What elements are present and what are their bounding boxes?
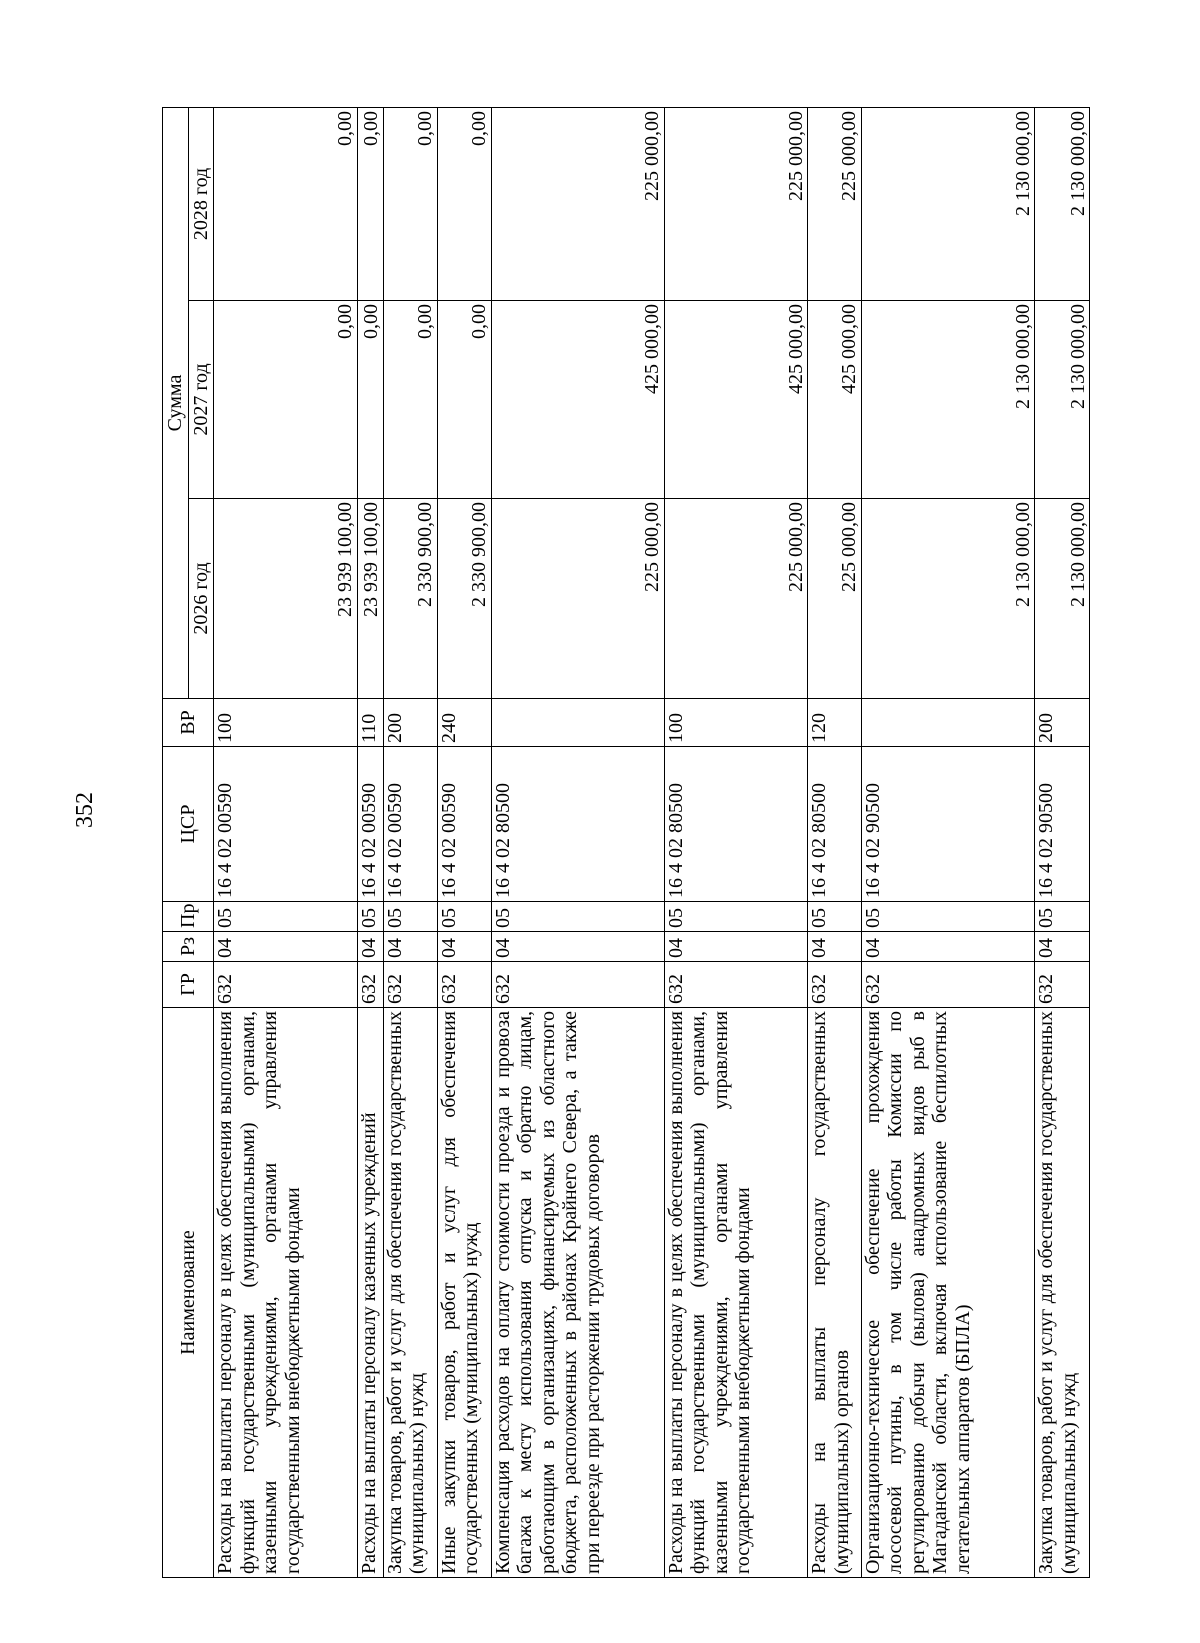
row-sum-2026: 225 000,00 xyxy=(491,499,664,699)
row-sum-2026: 2 130 000,00 xyxy=(861,499,1034,699)
row-rz: 04 xyxy=(808,932,862,962)
header-year-2026: 2026 год xyxy=(188,499,214,699)
row-sum-2027: 0,00 xyxy=(383,301,437,499)
row-sum-2028: 2 130 000,00 xyxy=(861,107,1034,300)
row-sum-2027: 425 000,00 xyxy=(808,301,862,499)
table-row xyxy=(1035,107,1090,1577)
table-row xyxy=(664,107,808,1577)
row-gr: 632 xyxy=(491,962,664,1008)
row-rz: 04 xyxy=(357,932,383,962)
header-year-2027: 2027 год xyxy=(188,301,214,499)
row-sum-2027: 0,00 xyxy=(357,301,383,499)
row-sum-2026: 23 939 100,00 xyxy=(214,499,358,699)
row-pr: 05 xyxy=(491,902,664,932)
row-rz: 04 xyxy=(491,932,664,962)
row-sum-2028: 2 130 000,00 xyxy=(1035,107,1090,300)
row-gr: 632 xyxy=(664,962,808,1008)
header-sum: Сумма xyxy=(163,107,189,698)
table-row xyxy=(437,107,491,1577)
table-row xyxy=(214,107,358,1577)
row-pr: 05 xyxy=(664,902,808,932)
row-gr: 632 xyxy=(383,962,437,1008)
row-pr: 05 xyxy=(357,902,383,932)
row-sum-2027: 0,00 xyxy=(214,301,358,499)
row-sum-2026: 225 000,00 xyxy=(808,499,862,699)
table-row xyxy=(861,107,1034,1577)
row-vr: 120 xyxy=(808,699,862,747)
table-row xyxy=(491,107,664,1577)
row-csr: 16 4 02 80500 xyxy=(808,747,862,902)
row-rz: 04 xyxy=(861,932,1034,962)
row-sum-2028: 225 000,00 xyxy=(491,107,664,300)
row-pr: 05 xyxy=(437,902,491,932)
row-csr: 16 4 02 00590 xyxy=(437,747,491,902)
header-gr: ГР xyxy=(163,962,214,1008)
row-vr xyxy=(491,699,664,747)
row-sum-2026: 2 130 000,00 xyxy=(1035,499,1090,699)
row-vr: 110 xyxy=(357,699,383,747)
table-row xyxy=(383,107,437,1577)
row-sum-2027: 2 130 000,00 xyxy=(861,301,1034,499)
header-name: Наименование xyxy=(163,1008,214,1578)
row-sum-2027: 0,00 xyxy=(437,301,491,499)
table-row xyxy=(808,107,862,1577)
row-sum-2027: 425 000,00 xyxy=(664,301,808,499)
row-name: Расходы на выплаты персоналу государственных (муниципальных) органов xyxy=(808,1008,862,1578)
row-pr: 05 xyxy=(214,902,358,932)
header-vr: ВР xyxy=(163,699,214,747)
page-number: 352 xyxy=(72,792,98,828)
row-csr: 16 4 02 00590 xyxy=(383,747,437,902)
header-csr: ЦСР xyxy=(163,747,214,902)
row-rz: 04 xyxy=(437,932,491,962)
row-rz: 04 xyxy=(383,932,437,962)
header-rz: Рз xyxy=(163,932,214,962)
row-name: Компенсация расходов на оплату стоимости проезда и провоза багажа к месту использования отпуска и обратно лицам, работающим в организациях, финансируемых из областного бюджета, расположенных в районах Крайнего Севера, а также при переезде при расторжении трудовых договоров xyxy=(491,1008,664,1578)
row-sum-2028: 0,00 xyxy=(383,107,437,300)
row-csr: 16 4 02 80500 xyxy=(491,747,664,902)
row-sum-2026: 2 330 900,00 xyxy=(437,499,491,699)
row-csr: 16 4 02 00590 xyxy=(357,747,383,902)
row-rz: 04 xyxy=(1035,932,1090,962)
row-csr: 16 4 02 90500 xyxy=(1035,747,1090,902)
row-rz: 04 xyxy=(214,932,358,962)
row-sum-2028: 0,00 xyxy=(214,107,358,300)
row-sum-2026: 2 330 900,00 xyxy=(383,499,437,699)
row-name: Закупка товаров, работ и услуг для обеспечения государственных (муниципальных) нужд xyxy=(1035,1008,1090,1578)
row-gr: 632 xyxy=(357,962,383,1008)
row-vr: 100 xyxy=(214,699,358,747)
row-name: Иные закупки товаров, работ и услуг для обеспечения государственных (муниципальных) нужд xyxy=(437,1008,491,1578)
row-vr: 200 xyxy=(1035,699,1090,747)
row-gr: 632 xyxy=(808,962,862,1008)
row-sum-2027: 425 000,00 xyxy=(491,301,664,499)
row-sum-2028: 0,00 xyxy=(357,107,383,300)
row-name: Расходы на выплаты персоналу в целях обеспечения выполнения функций государственными (муниципальными) органами, казенными учреждениями, органами управления государственными внебюджетными фондами xyxy=(664,1008,808,1578)
row-name: Расходы на выплаты персоналу казенных учреждений xyxy=(357,1008,383,1578)
row-sum-2028: 0,00 xyxy=(437,107,491,300)
budget-table xyxy=(162,107,1090,1578)
row-csr: 16 4 02 00590 xyxy=(214,747,358,902)
row-gr: 632 xyxy=(861,962,1034,1008)
row-sum-2026: 225 000,00 xyxy=(664,499,808,699)
header-pr: Пр xyxy=(163,902,214,932)
row-sum-2028: 225 000,00 xyxy=(664,107,808,300)
row-pr: 05 xyxy=(861,902,1034,932)
row-sum-2028: 225 000,00 xyxy=(808,107,862,300)
row-vr: 200 xyxy=(383,699,437,747)
row-sum-2027: 2 130 000,00 xyxy=(1035,301,1090,499)
row-pr: 05 xyxy=(1035,902,1090,932)
budget-table-container xyxy=(162,108,1090,1578)
row-rz: 04 xyxy=(664,932,808,962)
row-gr: 632 xyxy=(437,962,491,1008)
header-year-2028: 2028 год xyxy=(188,107,214,300)
row-pr: 05 xyxy=(383,902,437,932)
row-csr: 16 4 02 80500 xyxy=(664,747,808,902)
row-vr: 100 xyxy=(664,699,808,747)
row-pr: 05 xyxy=(808,902,862,932)
row-sum-2026: 23 939 100,00 xyxy=(357,499,383,699)
row-csr: 16 4 02 90500 xyxy=(861,747,1034,902)
row-name: Организационно-техническое обеспечение прохождения лососевой путины, в том числе работы Комиссии по регулированию добычи (вылова) анадромных видов рыб в Магаданской области, включая использование беспилотных летательных аппаратов (БПЛА) xyxy=(861,1008,1034,1578)
row-vr xyxy=(861,699,1034,747)
row-gr: 632 xyxy=(1035,962,1090,1008)
row-gr: 632 xyxy=(214,962,358,1008)
row-vr: 240 xyxy=(437,699,491,747)
row-name: Закупка товаров, работ и услуг для обеспечения государственных (муниципальных) нужд xyxy=(383,1008,437,1578)
row-name: Расходы на выплаты персоналу в целях обеспечения выполнения функций государственными (муниципальными) органами, казенными учреждениями, органами управления государственными внебюджетными фондами xyxy=(214,1008,358,1578)
table-row xyxy=(357,107,383,1577)
